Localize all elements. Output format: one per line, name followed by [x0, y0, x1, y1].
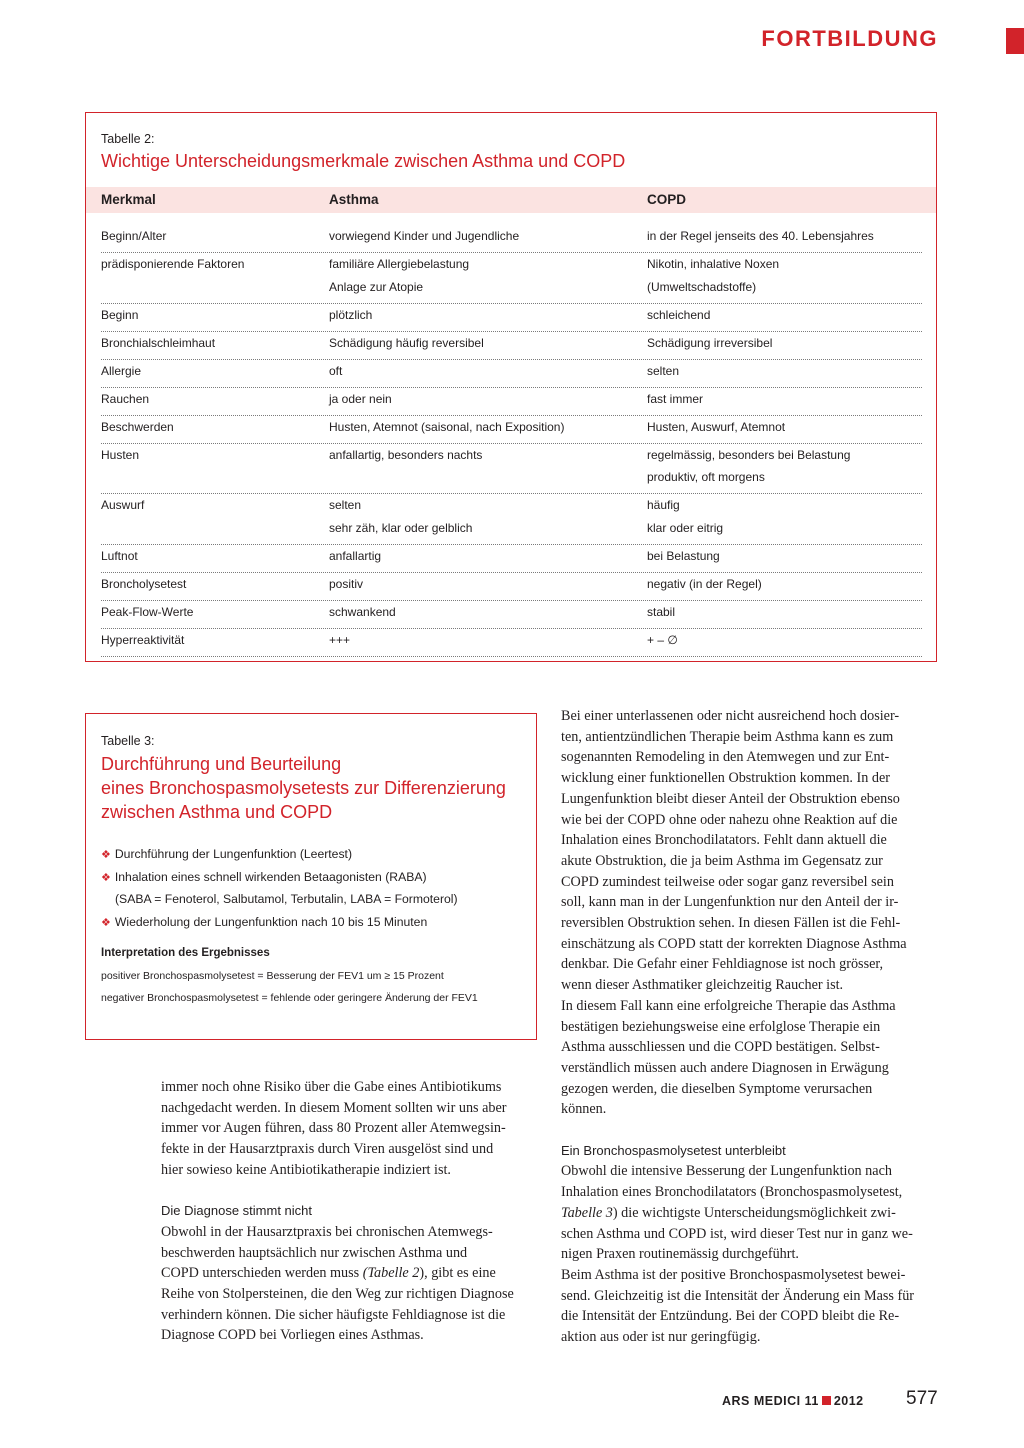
table-cell-asthma	[329, 388, 644, 411]
table-cell-merkmal	[101, 332, 326, 355]
table-cell-copd	[647, 332, 937, 355]
table-3-title-line: Durchführung und Beurteilung	[101, 754, 342, 774]
table-2-title: Wichtige Unterscheidungsmerkmale zwischen Asthma und COPD	[101, 151, 626, 171]
table-row	[101, 545, 922, 573]
cell-text: Anlage zur Atopie	[329, 279, 424, 294]
text-line: COPD unterschieden werden muss (Tabelle 2), gibt es eine	[161, 1265, 496, 1282]
cell-text: oft	[329, 363, 343, 378]
table-cell-merkmal	[101, 629, 326, 652]
text-line: Tabelle 3) die wichtigste Unterscheidungsmöglichkeit zwi-	[561, 1204, 896, 1221]
cell-text: Luftnot	[101, 548, 138, 563]
cell-text: ja oder nein	[329, 391, 392, 406]
paragraph	[161, 1077, 536, 1181]
table-cell-merkmal	[101, 225, 326, 248]
table-row	[101, 304, 922, 332]
footer-journal	[722, 1394, 864, 1408]
text-line: reversiblen Obstruktion sehen. In diesen Fällen ist die Fehl-	[561, 915, 901, 932]
table-cell-copd	[647, 601, 937, 624]
cell-text: häufig	[647, 498, 680, 512]
text-line: Inhalation eines Bronchodilatators (Bronchospasmolysetest,	[561, 1184, 903, 1201]
table-cell-copd	[647, 416, 937, 439]
table-2-body	[101, 225, 922, 657]
table-cell-merkmal	[101, 416, 326, 439]
table-cell-copd	[647, 304, 937, 327]
cell-text: sehr zäh, klar oder gelblich	[329, 520, 473, 535]
interpretation-positive: positiver Bronchospasmolysetest = Besserung der FEV1 um ≥ 15 Prozent	[101, 970, 444, 982]
text-line: Reihe von Stolpersteinen, die den Weg zur richtigen Diagnose	[161, 1286, 514, 1303]
table-row	[101, 225, 922, 253]
text-line: Asthma ausschliessen und die COPD bestätigen. Selbst-	[561, 1039, 880, 1056]
section-title: FORTBILDUNG	[761, 26, 938, 51]
text-line: wie bei der COPD ohne oder nahezu ohne Reaktion auf die	[561, 811, 898, 828]
column-header-copd: COPD	[647, 192, 687, 207]
text-line: wicklung einer funktionellen Obstruktion kommen. In der	[561, 770, 891, 787]
table-cell-copd	[647, 494, 937, 539]
text-line: akute Obstruktion, die ja beim Asthma im Gegensatz zur	[561, 852, 883, 869]
cell-text: selten	[329, 498, 362, 512]
paragraph	[561, 996, 937, 1120]
text-line: verständlich müssen auch andere Diagnosen in Erwägung	[561, 1059, 889, 1076]
text-line: denkbar. Die Gefahr einer Fehldiagnose ist noch grösser,	[561, 956, 884, 973]
cell-text: Husten, Auswurf, Atemnot	[647, 419, 786, 434]
table-cell-copd	[647, 388, 937, 411]
table-cell-copd	[647, 545, 937, 568]
table-cell-asthma	[329, 304, 644, 327]
text-line: Obwohl die intensive Besserung der Lungenfunktion nach	[561, 1163, 892, 1180]
table-row	[101, 494, 922, 545]
cell-text: klar oder eitrig	[647, 520, 724, 535]
list-item-text: Wiederholung der Lungenfunktion nach 10 bis 15 Minuten	[114, 914, 428, 929]
cell-text: Bronchialschleimhaut	[101, 335, 216, 350]
cell-text: selten	[647, 363, 680, 378]
table-row	[101, 573, 922, 601]
table-cell-merkmal	[101, 573, 326, 596]
table-2-box	[85, 112, 937, 662]
column-header-asthma: Asthma	[329, 192, 379, 207]
text-line: Beim Asthma ist der positive Bronchospasmolysetest bewei-	[561, 1266, 906, 1283]
cell-text: anfallartig	[329, 548, 382, 563]
cell-text: Schädigung häufig reversibel	[329, 335, 484, 350]
table-cell-copd	[647, 573, 937, 596]
table-3-box	[85, 713, 537, 1040]
text-line: In diesem Fall kann eine erfolgreiche Therapie das Asthma	[561, 997, 896, 1014]
text-line: nachgedacht werden. In diesem Moment sollten wir uns aber	[161, 1099, 507, 1116]
text-line: Inhalation eines Bronchodilatators. Fehlt dann aktuell die	[561, 832, 887, 849]
list-item-text: Durchführung der Lungenfunktion (Leertest)	[114, 847, 353, 861]
cell-text: in der Regel jenseits des 40. Lebensjahres	[647, 229, 874, 243]
text-line: soll, kann man in der Lungenfunktion nur den Anteil der ir-	[561, 894, 899, 911]
list-item	[101, 843, 458, 866]
text-line: einschätzung als COPD statt der korrekten Diagnose Asthma	[561, 935, 907, 952]
list-item	[101, 866, 458, 889]
cell-text: Nikotin, inhalative Noxen	[647, 257, 780, 271]
list-item-continuation: (SABA = Fenoterol, Salbutamol, Terbutalin, LABA = Formoterol)	[115, 892, 458, 906]
cell-text: Rauchen	[101, 391, 150, 406]
text-line: Diagnose COPD bei Vorliegen eines Asthmas.	[161, 1327, 424, 1344]
procedure-list	[101, 843, 458, 933]
cell-text: Broncholysetest	[101, 576, 187, 591]
cell-text: regelmässig, besonders bei Belastung	[647, 447, 851, 462]
text-line: bestätigen beziehungsweise eine erfolglose Therapie ein	[561, 1018, 881, 1035]
table-2-header-row	[86, 187, 936, 213]
list-item	[101, 911, 458, 934]
text-line: nigen Praxen routinemässig durchgeführt.	[561, 1246, 799, 1263]
cell-text: Beschwerden	[101, 419, 174, 434]
text-line: Bei einer unterlassenen oder nicht ausreichend hoch dosier-	[561, 708, 900, 724]
cell-text: positiv	[329, 576, 364, 591]
paragraph	[561, 1265, 937, 1348]
text-line: Obwohl in der Hausarztpraxis bei chronischen Atemwegs-	[161, 1223, 493, 1240]
subheading: Die Diagnose stimmt nicht	[161, 1203, 312, 1219]
table-3-title-line: eines Bronchospasmolysetests zur Differenzierung	[101, 778, 506, 798]
text-line: hier sowieso keine Antibiotikatherapie indiziert ist.	[161, 1161, 451, 1178]
table-cell-merkmal	[101, 253, 326, 276]
interpretation-negative: negativer Bronchospasmolysetest = fehlende oder geringere Änderung der FEV1	[101, 992, 478, 1004]
text-line: beschwerden hauptsächlich nur zwischen Asthma und	[161, 1244, 468, 1261]
table-row	[101, 332, 922, 360]
table-cell-merkmal	[101, 494, 326, 517]
cell-text: prädisponierende Faktoren	[101, 257, 245, 271]
table-cell-asthma	[329, 444, 644, 467]
table-cell-asthma	[329, 225, 644, 248]
text-line: immer vor Augen führen, dass 80 Prozent aller Atemwegsin-	[161, 1120, 506, 1137]
text-line: gezogen werden, die dieselben Symptome verursachen	[561, 1080, 873, 1097]
table-cell-merkmal	[101, 360, 326, 383]
cell-text: Beginn/Alter	[101, 229, 167, 243]
paragraph	[561, 706, 937, 996]
table-cell-asthma	[329, 573, 644, 596]
cell-text: +++	[329, 632, 351, 647]
cell-text: Peak-Flow-Werte	[101, 604, 194, 619]
text-line: immer noch ohne Risiko über die Gabe eines Antibiotikums	[161, 1079, 502, 1095]
diamond-bullet-icon: ❖	[101, 871, 111, 884]
table-cell-asthma	[329, 629, 644, 652]
table-2-label: Tabelle 2:	[101, 132, 155, 146]
table-cell-asthma	[329, 545, 644, 568]
list-item-text: Inhalation eines schnell wirkenden Betaagonisten (RABA)	[114, 869, 427, 884]
table-cell-copd	[647, 444, 937, 489]
cell-text: anfallartig, besonders nachts	[329, 447, 483, 462]
table-3-label: Tabelle 3:	[101, 734, 155, 748]
cell-text: plötzlich	[329, 307, 373, 322]
table-cell-asthma	[329, 332, 644, 355]
table-cell-asthma	[329, 360, 644, 383]
text-line: send. Gleichzeitig ist die Intensität der Änderung ein Mass für	[561, 1287, 915, 1304]
table-cell-copd	[647, 629, 937, 652]
cell-text: bei Belastung	[647, 548, 720, 563]
cell-text: schwankend	[329, 604, 396, 619]
cell-text: Husten	[101, 447, 140, 462]
diamond-bullet-icon: ❖	[101, 849, 111, 861]
table-cell-merkmal	[101, 444, 326, 467]
cell-text: stabil	[647, 604, 676, 619]
paragraph	[161, 1222, 536, 1346]
table-cell-copd	[647, 360, 937, 383]
cell-text: Auswurf	[101, 498, 145, 512]
cell-text: (Umweltschadstoffe)	[647, 279, 757, 294]
table-cell-asthma	[329, 416, 644, 439]
table-row	[101, 601, 922, 629]
table-cell-asthma	[329, 253, 644, 298]
column-header-merkmal: Merkmal	[101, 192, 156, 207]
cell-text: Husten, Atemnot (saisonal, nach Exposition)	[329, 419, 565, 434]
table-cell-merkmal	[101, 388, 326, 411]
cell-text: Hyperreaktivität	[101, 632, 185, 647]
cell-text: produktiv, oft morgens	[647, 470, 765, 484]
journal-name: ARS MEDICI 11	[722, 1394, 819, 1408]
cell-text: negativ (in der Regel)	[647, 576, 762, 591]
table-3-title	[101, 752, 506, 824]
paragraph	[561, 1161, 937, 1265]
cell-text: fast immer	[647, 391, 704, 406]
table-3-title-line: zwischen Asthma und COPD	[101, 802, 333, 822]
table-cell-copd	[647, 253, 937, 298]
text-line: schen Asthma und COPD ist, wird dieser Test nur in ganz we-	[561, 1225, 913, 1242]
cell-text: familiäre Allergiebelastung	[329, 257, 470, 271]
page-number: 577	[906, 1388, 938, 1409]
cell-text: Allergie	[101, 363, 142, 378]
cell-text: + – ∅	[647, 632, 678, 647]
table-cell-asthma	[329, 494, 644, 539]
interpretation-heading: Interpretation des Ergebnisses	[101, 947, 270, 959]
right-text-column	[561, 706, 937, 1348]
table-cell-copd	[647, 225, 937, 248]
table-cell-merkmal	[101, 545, 326, 568]
text-line: ten, antientzündlichen Therapie beim Asthma kann es zum	[561, 728, 894, 745]
text-line: Lungenfunktion bleibt dieser Anteil der Obstruktion ebenso	[561, 790, 900, 807]
text-line: aktion aus oder ist nur geringfügig.	[561, 1329, 761, 1346]
table-row	[101, 629, 922, 657]
text-line: die Intensität der Entzündung. Bei der COPD bleibt die Re-	[561, 1308, 900, 1325]
text-line: verhindern können. Die sicher häufigste Fehldiagnose ist die	[161, 1306, 506, 1323]
cell-text: schleichend	[647, 307, 711, 322]
text-line: sogenannten Remodeling in den Atemwegen und zur Ent-	[561, 749, 890, 766]
footer-square-icon	[822, 1396, 831, 1405]
cell-text: Schädigung irreversibel	[647, 335, 773, 350]
text-line: COPD zumindest teilweise oder sogar ganz reversibel sein	[561, 873, 894, 890]
section-marker	[1006, 28, 1024, 54]
table-row	[101, 444, 922, 495]
journal-year: 2012	[833, 1394, 864, 1408]
cell-text: vorwiegend Kinder und Jugendliche	[329, 229, 520, 243]
table-cell-merkmal	[101, 601, 326, 624]
diamond-bullet-icon: ❖	[101, 916, 111, 929]
table-row	[101, 388, 922, 416]
text-line: fekte in der Hausarztpraxis durch Viren ausgelöst sind und	[161, 1141, 494, 1158]
left-text-column	[161, 1077, 536, 1346]
text-line: können.	[561, 1101, 607, 1118]
table-row	[101, 253, 922, 304]
cell-text: Beginn	[101, 307, 139, 322]
table-cell-asthma	[329, 601, 644, 624]
table-row	[101, 360, 922, 388]
subheading: Ein Bronchospasmolysetest unterbleibt	[561, 1142, 786, 1158]
table-cell-merkmal	[101, 304, 326, 327]
table-row	[101, 416, 922, 444]
text-line: wenn dieser Asthmatiker gleichzeitig Raucher ist.	[561, 977, 844, 994]
